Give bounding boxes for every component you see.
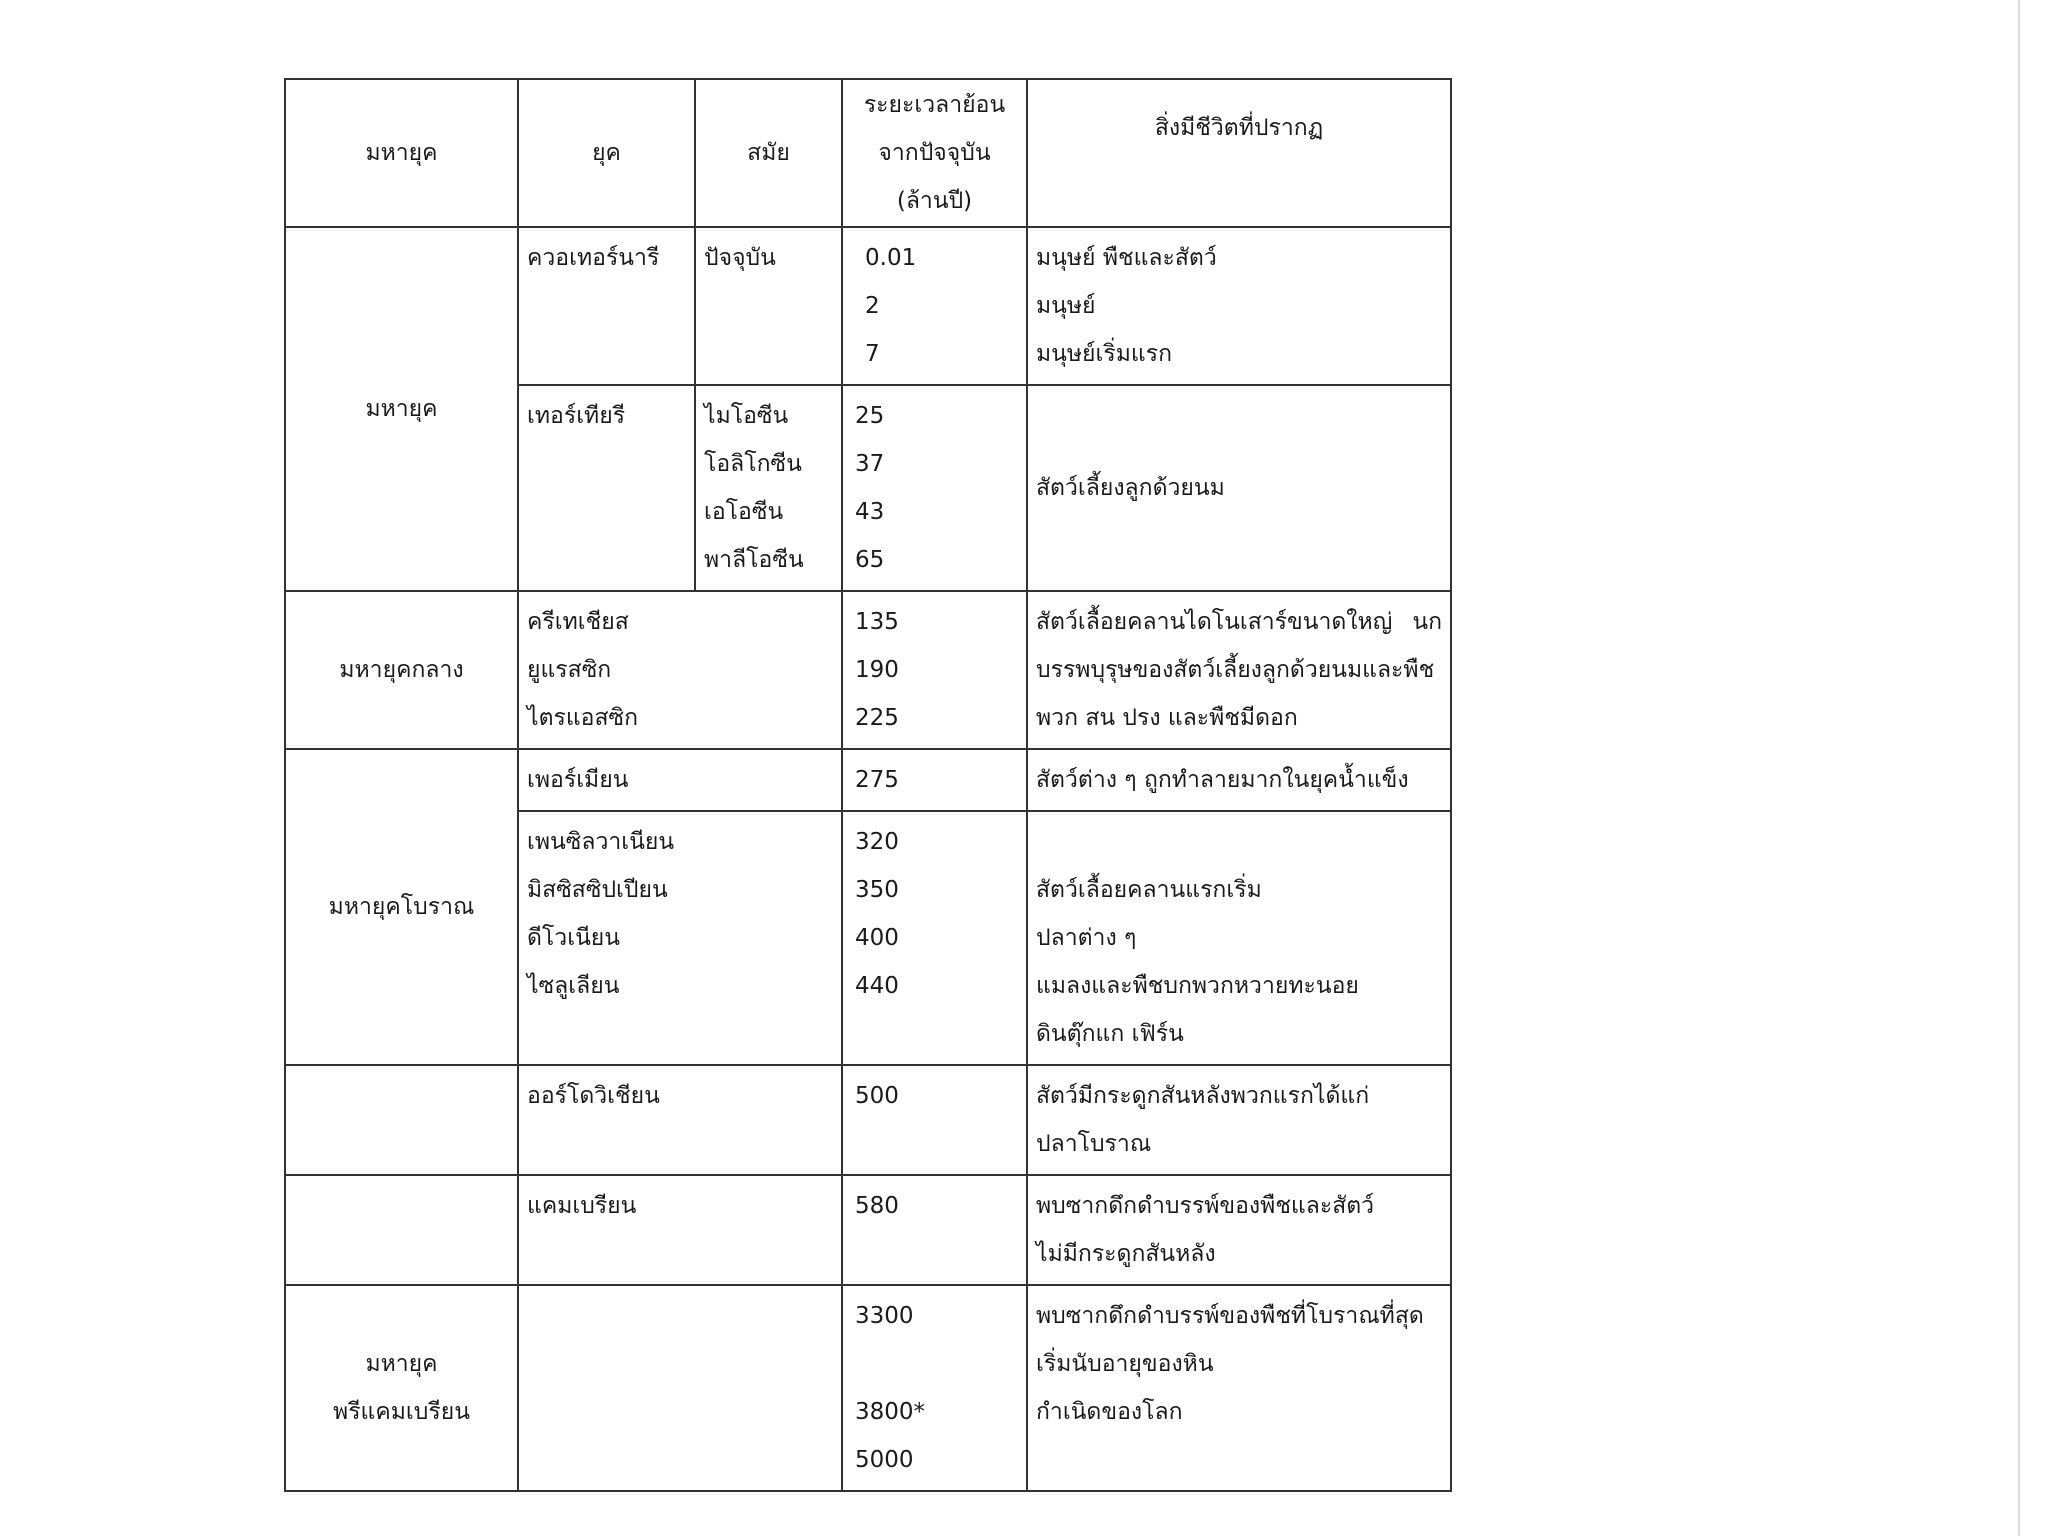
life-cell — [1027, 1285, 1451, 1491]
period-value: ไตรแอสซิก — [527, 705, 639, 731]
time-cell — [842, 385, 1027, 591]
era-cell: มหายุค — [285, 227, 518, 591]
time-value: 350 — [855, 877, 899, 903]
header-life: สิ่งมีชีวิตที่ปรากฏ — [1027, 79, 1451, 227]
era-cell-empty — [285, 1175, 518, 1285]
life-line: พบซากดึกดำบรรพ์ของพืชที่โบราณที่สุด — [1036, 1303, 1424, 1329]
time-value: 25 — [855, 403, 885, 429]
epoch-value: โอลิโกซีน — [704, 451, 802, 477]
time-value: 320 — [855, 829, 899, 855]
time-value: 43 — [855, 499, 885, 525]
life-line: ปลาต่าง ๆ — [1036, 925, 1137, 951]
era-cell: มหายุคกลาง — [285, 591, 518, 749]
period-cell-empty — [518, 1285, 842, 1491]
life-line: กำเนิดของโลก — [1036, 1399, 1183, 1425]
header-time-line-2: จากปัจจุบัน — [878, 140, 991, 166]
table-row — [285, 591, 1451, 749]
time-cell: 580 — [842, 1175, 1027, 1285]
table-row — [285, 1285, 1451, 1491]
time-value: 65 — [855, 547, 885, 573]
header-period: ยุค — [518, 79, 695, 227]
era-line: มหายุค — [365, 1351, 438, 1377]
era-cell-empty — [285, 1065, 518, 1175]
period-cell — [518, 811, 842, 1065]
epoch-value: ไมโอซีน — [704, 403, 789, 429]
life-line: เริ่มนับอายุของหิน — [1036, 1351, 1214, 1377]
time-value: 3300 — [855, 1303, 914, 1329]
epoch-value: พาลีโอซีน — [704, 547, 804, 573]
table-row — [285, 1065, 1451, 1175]
life-line: มนุษย์ — [1036, 293, 1096, 319]
period-cell — [518, 591, 842, 749]
header-time-line-3: (ล้านปี) — [896, 188, 973, 214]
life-line: ดินตุ๊กแก เฟิร์น — [1036, 1021, 1184, 1047]
life-line: ปลาโบราณ — [1036, 1131, 1152, 1157]
life-line: สัตว์มีกระดูกสันหลังพวกแรกได้แก่ — [1036, 1083, 1370, 1109]
time-value: 7 — [865, 341, 880, 367]
life-cell — [1027, 811, 1451, 1065]
table-row — [285, 1175, 1451, 1285]
time-cell: 275 — [842, 749, 1027, 811]
life-cell — [1027, 591, 1451, 749]
header-era: มหายุค — [285, 79, 518, 227]
life-text: สัตว์เลื้อยคลานไดโนเสาร์ขนาดใหญ่ นก บรรพบุรุษของสัตว์เลี้ยงลูกด้วยนมและพืชพวก สน ปรง และพืชมีดอก — [1036, 609, 1442, 731]
era-cell — [285, 1285, 518, 1491]
life-text: สัตว์ต่าง ๆ ถูกทำลายมากในยุคน้ำแข็ง — [1036, 767, 1409, 793]
period-cell: แคมเบรียน — [518, 1175, 842, 1285]
time-value: 0.01 — [865, 245, 917, 271]
life-line: มนุษย์ พืชและสัตว์ — [1036, 245, 1217, 271]
life-line: ไม่มีกระดูกสันหลัง — [1036, 1241, 1216, 1267]
period-value: ยูแรสซิก — [527, 657, 612, 683]
period-value: ไซลูเลียน — [527, 973, 620, 999]
header-time — [842, 79, 1027, 227]
table-row — [285, 749, 1451, 811]
time-cell — [842, 1285, 1027, 1491]
life-cell: สัตว์เลี้ยงลูกด้วยนม — [1027, 385, 1451, 591]
time-value: 400 — [855, 925, 899, 951]
life-cell — [1027, 1065, 1451, 1175]
life-line: พบซากดึกดำบรรพ์ของพืชและสัตว์ — [1036, 1193, 1375, 1219]
time-value: 3800* — [855, 1399, 926, 1425]
time-value: 225 — [855, 705, 899, 731]
time-cell — [842, 811, 1027, 1065]
epoch-value: เอโอซีน — [704, 499, 784, 525]
time-value: 2 — [865, 293, 880, 319]
table-row — [285, 227, 1451, 385]
epoch-cell — [695, 385, 842, 591]
period-value: ครีเทเชียส — [527, 609, 629, 635]
period-value: มิสซิสซิปเปียน — [527, 877, 668, 903]
epoch-cell: ปัจจุบัน — [695, 227, 842, 385]
header-row — [285, 79, 1451, 227]
era-cell: มหายุคโบราณ — [285, 749, 518, 1065]
period-cell: เทอร์เทียรี — [518, 385, 695, 591]
life-line: สัตว์เลื้อยคลานแรกเริ่ม — [1036, 877, 1262, 903]
life-line: มนุษย์เริ่มแรก — [1036, 341, 1173, 367]
life-line: แมลงและพืชบกพวกหวายทะนอย — [1036, 973, 1359, 999]
era-line: พรีแคมเบรียน — [333, 1399, 470, 1425]
life-cell — [1027, 749, 1451, 811]
header-time-line-1: ระยะเวลาย้อน — [863, 92, 1006, 118]
life-cell — [1027, 227, 1451, 385]
time-cell — [842, 227, 1027, 385]
time-value: 135 — [855, 609, 899, 635]
period-cell: ควอเทอร์นารี — [518, 227, 695, 385]
period-cell: เพอร์เมียน — [518, 749, 842, 811]
time-value: 37 — [855, 451, 885, 477]
time-value: 440 — [855, 973, 899, 999]
time-cell: 500 — [842, 1065, 1027, 1175]
life-cell — [1027, 1175, 1451, 1285]
time-value: 190 — [855, 657, 899, 683]
right-edge-divider — [2018, 0, 2020, 1536]
period-cell: ออร์โดวิเชียน — [518, 1065, 842, 1175]
time-value: 5000 — [855, 1447, 914, 1473]
period-value: เพนซิลวาเนียน — [527, 829, 675, 855]
period-value: ดีโวเนียน — [527, 925, 620, 951]
header-epoch: สมัย — [695, 79, 842, 227]
geologic-time-table — [284, 78, 1452, 1492]
time-cell — [842, 591, 1027, 749]
